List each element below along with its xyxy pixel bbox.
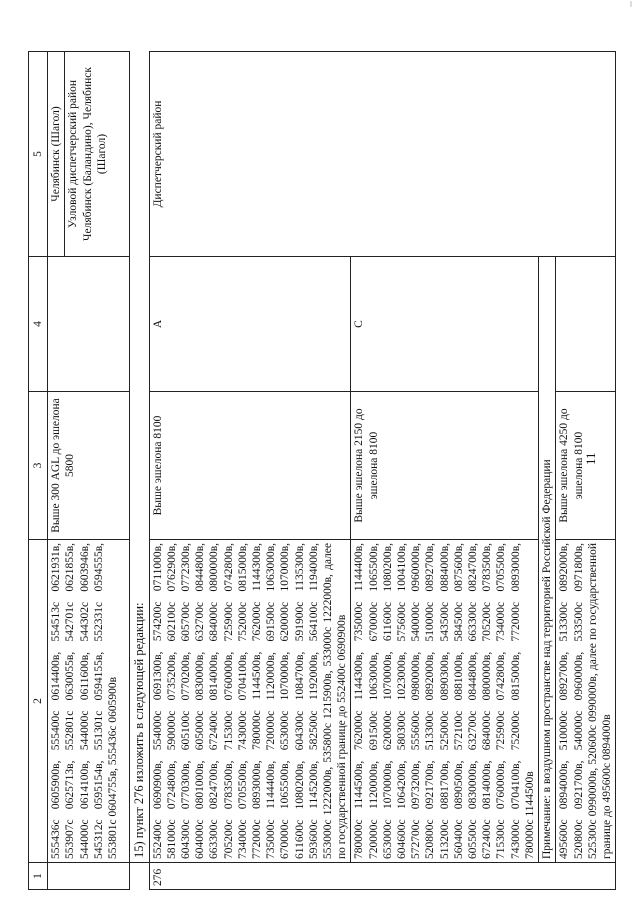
row-276-part2-class: C [351,257,539,392]
header-col-2: 2 [29,540,48,863]
row-number-empty [48,863,130,890]
header-col-4: 4 [29,257,48,392]
block-a-unit-main: Узловой диспетчерский район Челябинск (Баландино), Челябинск (Шагол) [65,52,130,257]
row-276-part2-coords: 780000с 1144500в, 762000с 1144300в, 735000с 1144400в, 720000с 1120000в, 691500с 1063000в, 670000с 1065500в, 653000с 1070000в, 620000с 1070000в, 611600с 1080200в, 604600с 1064200в, 580300с 1023000в, 575600с 1004100в, 572700с 0973200в, 555600с 0980000в, 540000с 0960000в, 520800с 0921700в, 513300с 0892000в, 510000с 0892700в, 513200с 0881700в, 525000с 0890300в, 543500с 0884000в, 560400с 0890500в, 572100с 0881000в, 584500с 0875600в, 605500с 0830000в, 632700с 0844800в, 663300с 0824700в, 672400с 0814000в, 684000с 0800000в, 705200с 0783500в, 715300с 0760000в, 725900с 0742800в, 734000с 0705500в, 743000с 0704100в, 752000с 0815000в, 772000с 0893000в, 780000с 1144500в [351,540,539,863]
row-276-part1-class: A [149,257,351,392]
row-276-unit: Диспетчерский район [149,52,616,257]
row-276-part3-altitude: Выше эшелона 4250 до эшелона 8100 [556,392,616,540]
row-276-part1-altitude: Выше эшелона 8100 [149,392,351,540]
page-number: 11 [583,452,598,465]
header-col-5: 5 [29,52,48,257]
page-edge-mark [630,1,632,7]
block-a-altitude: Выше 300 AGL до эшелона 5800 [48,392,130,540]
block-a-coords: 555436с 0605900в, 555400с 0614400в, 554513с 0621931в, 553907с 0625713в, 552801с 0630055в, 542701с 0621855в, 544000с 0614100в, 544000с 0611600в, 544302с 0603946в, 545312с 0595154в, 551301с 0594155в, 552331с 0594555в, 553801с 0604755в, 555436с 0605900в [48,540,130,863]
row-276-part3-coords: 495600с 0894000в, 510000с 0892700в, 513300с 0892000в, 520800с 0921700в, 540000с 0960000в, 533500с 0971800в, 525300с 0990000в, 520600с 0990000в, далее по государственной границе до 495600с 0894000в [556,540,616,863]
row-276-part2-altitude: Выше эшелона 2150 до эшелона 8100 [351,392,539,540]
row-276-part1-coords: 552400с 0690900в, 554000с 0691300в, 574200с 0711000в, 581000с 0724800в, 590000с 0735200в, 602100с 0762900в, 604300с 0770300в, 605100с 0770200в, 605700с 0772300в, 604000с 0801000в, 605000с 0830000в, 632700с 0844800в, 663300с 0824700в, 672400с 0814000в, 684000с 0800000в, 705200с 0783500в, 715300с 0760000в, 725900с 0742800в, 734000с 0705500в, 743000с 0704100в, 752000с 0815000в, 772000с 0893000в, 780000с 1144500в, 762000с 1144300в, 735000с 1144400в, 720000с 1120000в, 691500с 1063000в, 670000с 1065500в, 653000с 1070000в, 620000с 1070000в, 611600с 1080200в, 604300с 1084700в, 591900с 1135300в, 593600с 1145200в, 582500с 1192000в, 564100с 1194000в, 553000с 1222000в, 535800с 1215900в, 533000с 1222000в, далее по государственной границе до 552400с 0690900в [149,540,351,863]
header-row [29,52,48,890]
row-276-note-text: Примечание: в воздушном пространстве над территорией Российской Федерации [539,257,556,863]
airspace-table [28,51,616,890]
block-a-unit-top: Челябинск (Шагол) [48,52,65,257]
header-col-3: 3 [29,392,48,540]
section-title: 15) пункт 276 изложить в следующей редакции: [130,52,149,863]
header-col-1: 1 [29,863,48,890]
block-a-class [48,257,130,392]
row-276-part3-class-empty [556,257,616,392]
row-continued-top [48,52,65,890]
section-row [130,52,149,890]
row-276-number: 276 [149,863,616,890]
row-276-part1 [149,52,351,890]
